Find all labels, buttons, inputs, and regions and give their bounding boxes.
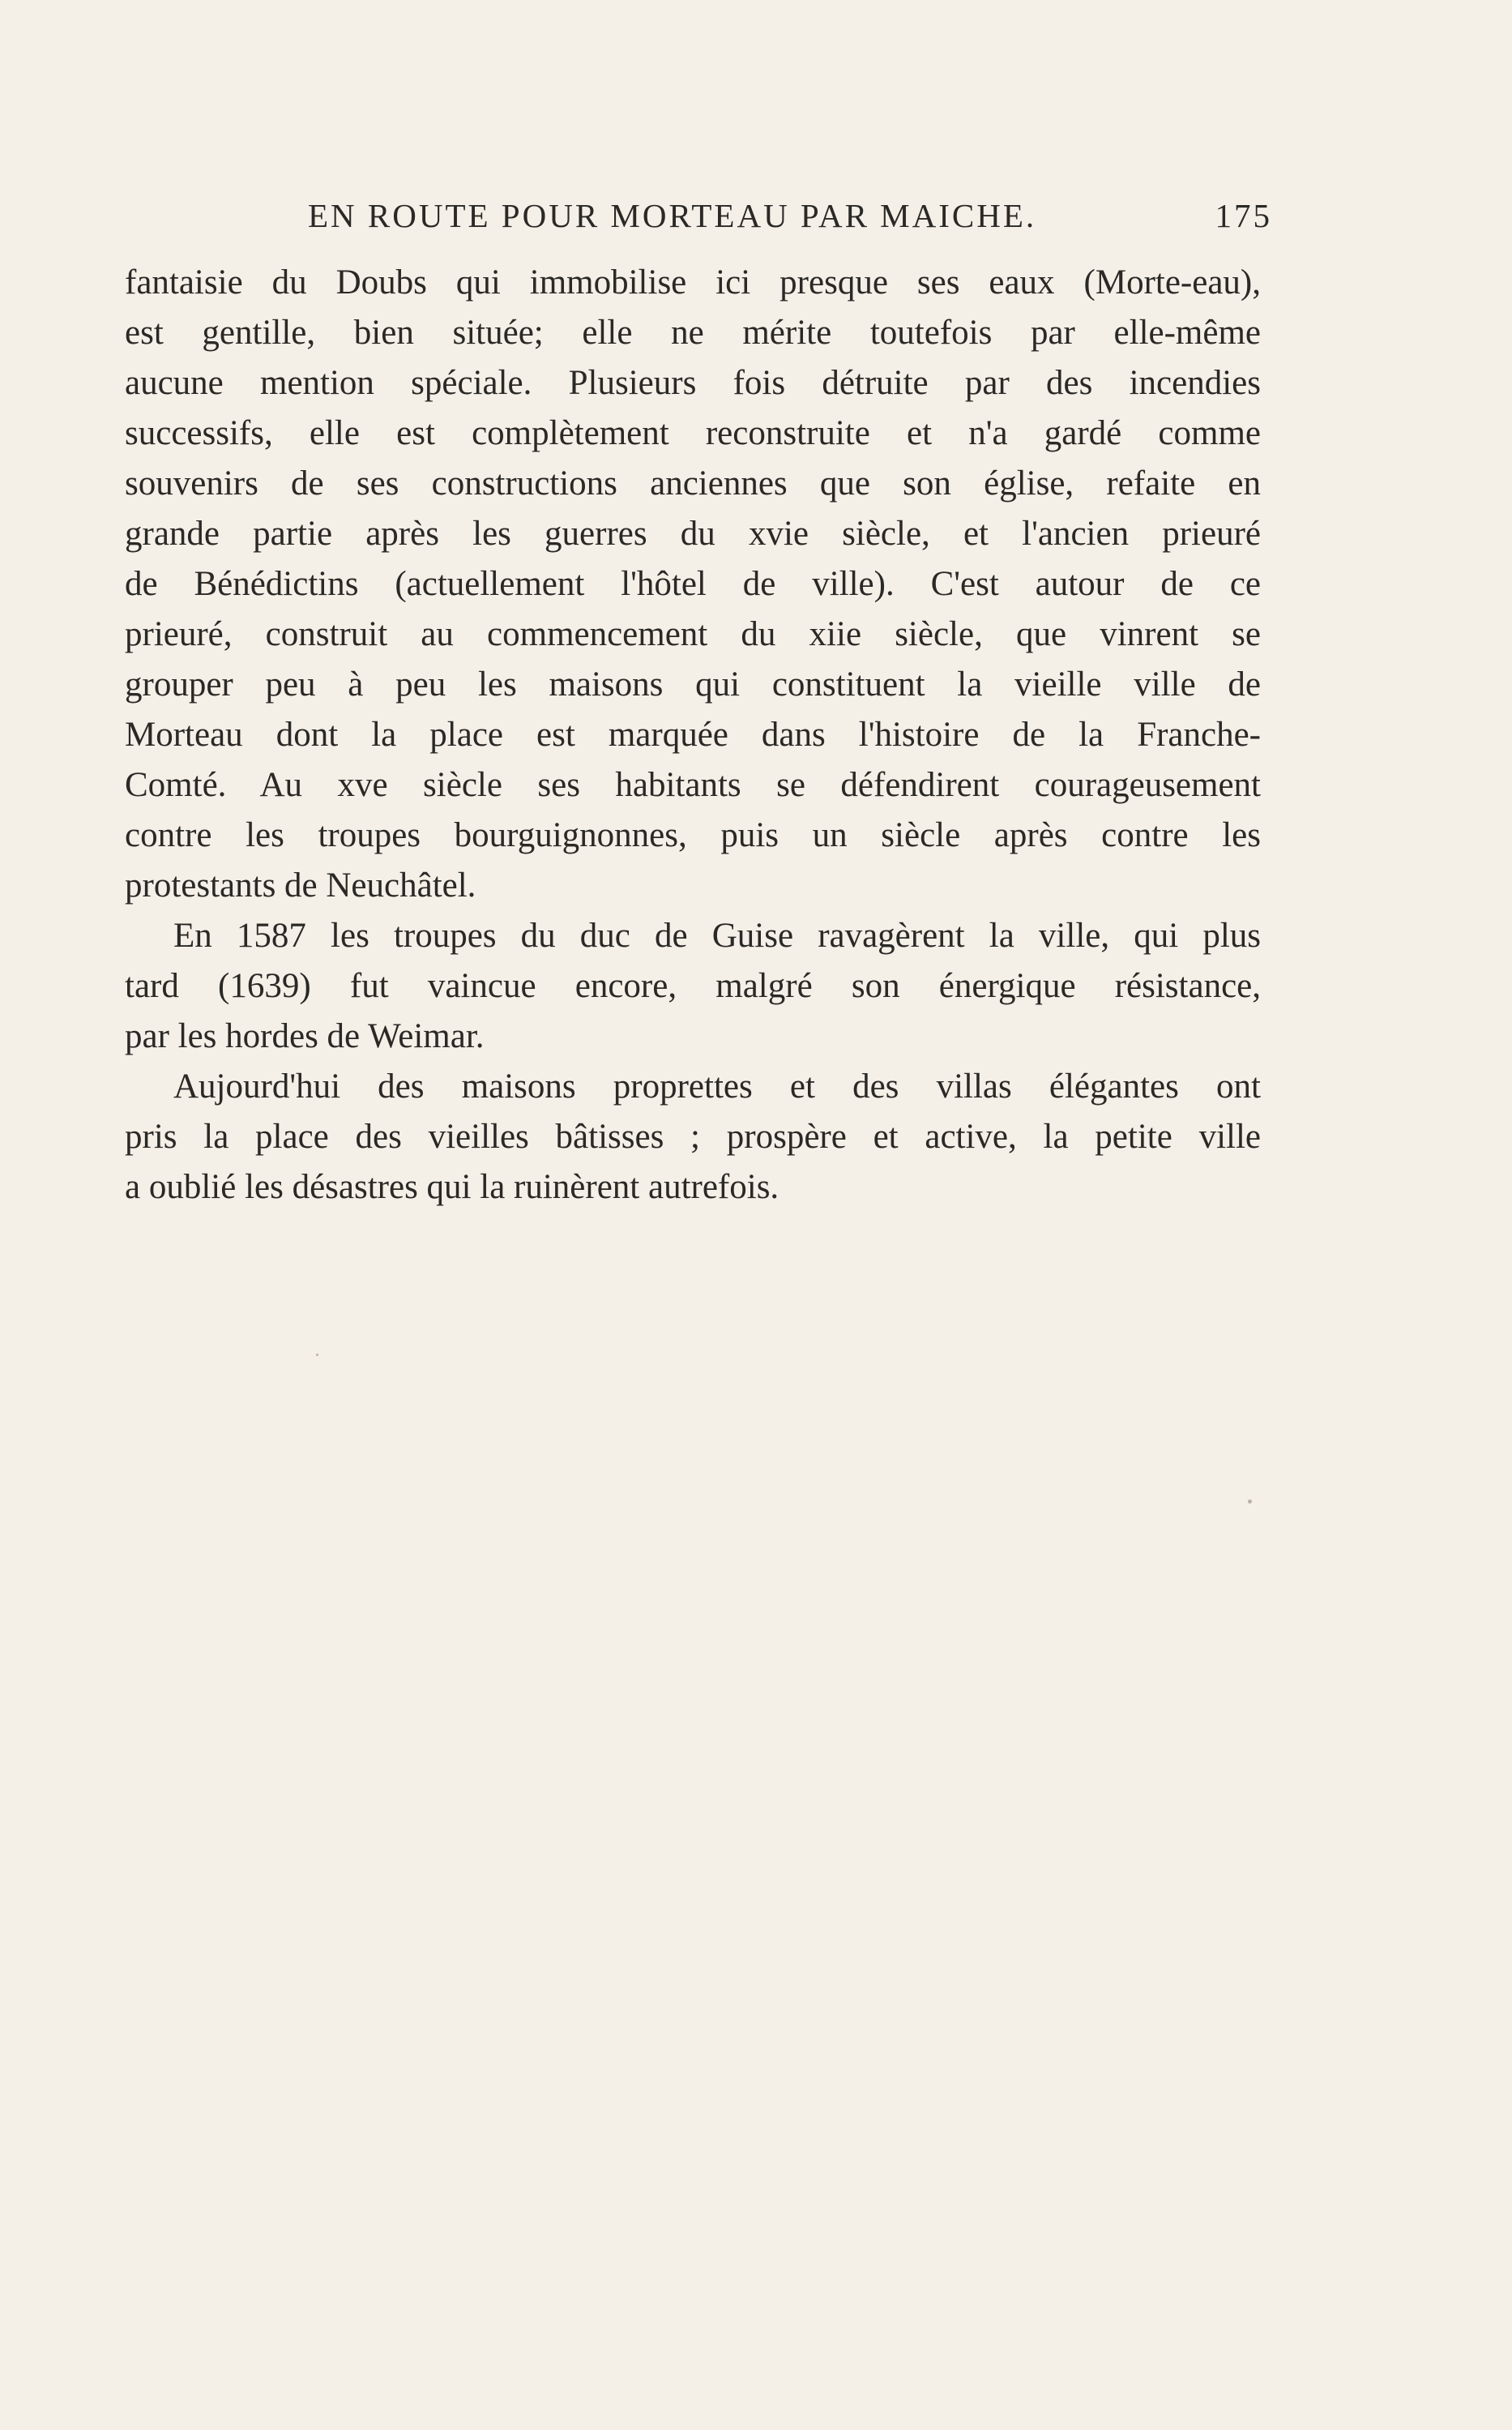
text-line: de Bénédictins (actuellement l'hôtel de ville). C'est autour de ce <box>125 565 1261 603</box>
text-line: successifs, elle est complètement reconstruite et n'a gardé comme <box>125 414 1261 452</box>
text-line: pris la place des vieilles bâtisses ; prospère et active, la petite ville <box>125 1118 1261 1156</box>
text-line: par les hordes de Weimar. <box>125 1017 485 1055</box>
text-line: a oublié les désastres qui la ruinèrent autrefois. <box>125 1168 779 1206</box>
text-line: grouper peu à peu les maisons qui constituent la vieille ville de <box>125 665 1261 704</box>
text-line: grande partie après les guerres du xvie siècle, et l'ancien prieuré <box>125 515 1261 553</box>
text-line: aucune mention spéciale. Plusieurs fois détruite par des incendies <box>125 364 1261 402</box>
body-text <box>125 258 1261 1213</box>
running-head <box>122 196 1272 245</box>
text-line: Aujourd'hui des maisons proprettes et des villas élégantes ont <box>173 1067 1261 1106</box>
paper-speck <box>316 1354 318 1356</box>
text-line: fantaisie du Doubs qui immobilise ici presque ses eaux (Morte-eau), <box>125 263 1261 302</box>
text-line: En 1587 les troupes du duc de Guise ravagèrent la ville, qui plus <box>173 917 1261 955</box>
running-title: EN ROUTE POUR MORTEAU PAR MAICHE. <box>308 197 1037 234</box>
text-line: souvenirs de ses constructions anciennes que son église, refaite en <box>125 464 1261 503</box>
text-line: protestants de Neuchâtel. <box>125 866 476 905</box>
text-line: Comté. Au xve siècle ses habitants se défendirent courageusement <box>125 766 1261 804</box>
text-line: est gentille, bien située; elle ne mérite toutefois par elle-même <box>125 314 1261 352</box>
page-number: 175 <box>1215 197 1272 234</box>
paper-speck <box>1248 1499 1252 1504</box>
text-line: tard (1639) fut vaincue encore, malgré son énergique résistance, <box>125 967 1261 1005</box>
text-line: prieuré, construit au commencement du xiie siècle, que vinrent se <box>125 615 1261 653</box>
text-line: Morteau dont la place est marquée dans l'histoire de la Franche- <box>125 716 1261 754</box>
text-line: contre les troupes bourguignonnes, puis un siècle après contre les <box>125 816 1261 854</box>
